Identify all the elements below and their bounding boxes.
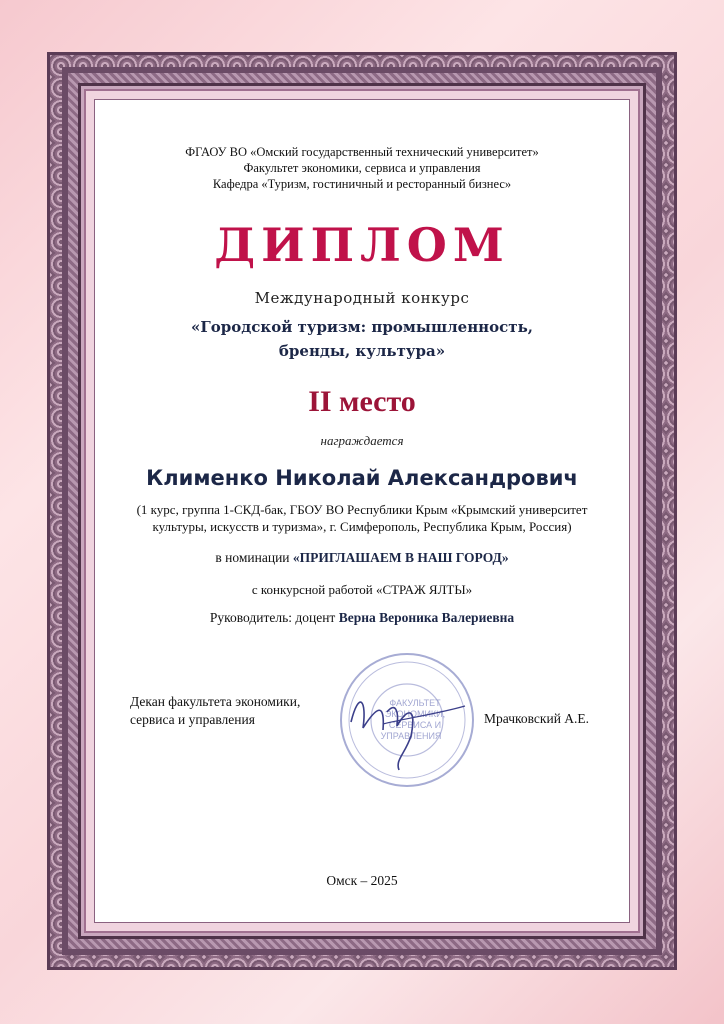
award-place: II место	[308, 385, 416, 418]
contest-name	[94, 315, 630, 363]
nomination	[94, 550, 630, 566]
stamp-text-line3: СЕРВИСА И	[388, 720, 442, 730]
stamp-text-line4: УПРАВЛЕНИЯ	[380, 731, 442, 741]
awardee-details-line1: (1 курс, группа 1-СКД-бак, ГБОУ ВО Республики Крым «Крымский университет	[136, 502, 588, 517]
header-block	[94, 144, 630, 192]
supervisor-prefix: Руководитель: доцент	[209, 610, 339, 625]
awarded-label: награждается	[320, 433, 404, 448]
signer-title-line1: Декан факультета экономики,	[130, 694, 301, 709]
faculty-name: Факультет экономики, сервиса и управления	[243, 161, 481, 175]
nomination-name: «ПРИГЛАШАЕМ В НАШ ГОРОД»	[292, 550, 509, 565]
supervisor	[94, 610, 630, 626]
stamp-text-line2: ЭКОНОМИКИ,	[384, 709, 446, 719]
department-name: Кафедра «Туризм, гостиничный и ресторанный бизнес»	[212, 177, 512, 191]
awardee-details	[94, 501, 630, 535]
diploma-title: ДИПЛОМ	[214, 218, 510, 272]
contest-name-line1: «Городской туризм: промышленность,	[191, 318, 533, 336]
university-name: ФГАОУ ВО «Омский государственный технический университет»	[185, 145, 539, 159]
signer-title-line2: сервиса и управления	[130, 712, 255, 727]
city-year: Омск – 2025	[326, 873, 398, 888]
signer-title	[130, 693, 300, 729]
competition-work: с конкурсной работой «СТРАЖ ЯЛТЫ»	[251, 582, 473, 597]
official-stamp	[337, 650, 477, 790]
contest-name-line2: бренды, культура»	[278, 342, 446, 360]
stamp-text-line1: ФАКУЛЬТЕТ	[389, 698, 441, 708]
signer-name: Мрачковский А.Е.	[484, 711, 590, 726]
supervisor-name: Верна Вероника Валериевна	[338, 610, 515, 625]
awardee-name: Клименко Николай Александрович	[146, 466, 578, 490]
contest-label: Международный конкурс	[254, 289, 470, 307]
nomination-prefix: в номинации	[215, 550, 293, 565]
awardee-details-line2: культуры, искусств и туризма», г. Симферополь, Республика Крым, Россия)	[152, 519, 572, 534]
